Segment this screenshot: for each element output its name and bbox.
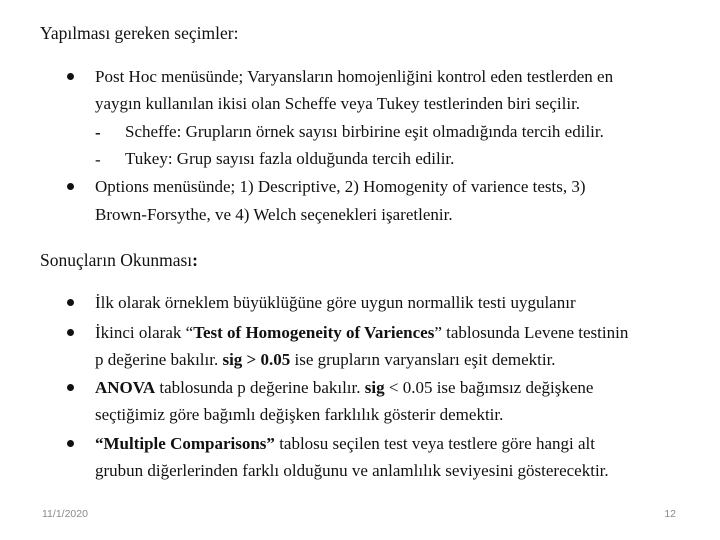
section-heading-results-text: Sonuçların Okunması [40, 250, 193, 270]
bullet-dot [67, 329, 74, 336]
bullet-multiple-comparisons-line-2: grubun diğerlerinden farklı olduğunu ve anlamlılık seviyesini gösterecektir. [95, 461, 609, 480]
text-fragment: p değerine bakılır. [95, 350, 223, 369]
bullet-dot [67, 384, 74, 391]
bullet-homogeneity-line-1 [95, 322, 628, 344]
text-fragment: tablosu seçilen test veya testlere göre hangi alt [274, 434, 595, 453]
bullet-post-hoc-line-1: Post Hoc menüsünde; Varyansların homojenliğini kontrol eden testlerden en [95, 67, 614, 86]
bullet-options-line-2: Brown-Forsythe, ve 4) Welch seçenekleri işaretlenir. [95, 205, 453, 224]
text-fragment: ” tablosunda Levene testinin [434, 323, 629, 342]
bullet-dot [67, 183, 74, 190]
heading-colon: : [192, 250, 198, 270]
bullet-dot [67, 440, 74, 447]
bullet-options-line-1: Options menüsünde; 1) Descriptive, 2) Homogenity of varience tests, 3) [95, 177, 586, 196]
text-bold-fragment: Test of Homogeneity of Variences [193, 323, 435, 342]
section-heading-choices: Yapılması gereken seçimler: [40, 23, 239, 43]
bullet-dot [67, 299, 74, 306]
bullet-multiple-comparisons-line-1 [95, 433, 595, 455]
text-fragment: tablosunda p değerine bakılır. [155, 378, 365, 397]
text-fragment: ise grupların varyansları eşit demektir. [290, 350, 556, 369]
bullet-anova-line-1 [95, 377, 593, 399]
dash-marker: - [95, 123, 101, 142]
text-bold-fragment: sig [364, 378, 385, 397]
sub-bullet-scheffe: Scheffe: Grupların örnek sayısı birbirine eşit olmadığında tercih edilir. [125, 122, 604, 141]
sub-bullet-tukey: Tukey: Grup sayısı fazla olduğunda tercih edilir. [125, 149, 455, 168]
text-bold-fragment: sig > 0.05 [222, 350, 291, 369]
bullet-post-hoc-line-2: yaygın kullanılan ikisi olan Scheffe veya Tukey testlerinden biri seçilir. [95, 94, 581, 113]
text-fragment: < 0.05 ise bağımsız değişkene [384, 378, 594, 397]
text-bold-fragment: “Multiple Comparisons” [95, 434, 275, 453]
footer-date: 11/1/2020 [42, 508, 88, 520]
bullet-normality: İlk olarak örneklem büyüklüğüne göre uygun normallik testi uygulanır [95, 293, 576, 312]
footer-page-number: 12 [664, 508, 676, 520]
bullet-homogeneity-line-2 [95, 349, 556, 371]
section-heading-results [40, 249, 198, 271]
text-bold-fragment: ANOVA [95, 378, 156, 397]
bullet-anova-line-2: seçtiğimiz göre bağımlı değişken farklılık gösterir demektir. [95, 405, 504, 424]
dash-marker: - [95, 150, 101, 169]
bullet-dot [67, 73, 74, 80]
text-fragment: İkinci olarak “ [95, 323, 194, 342]
